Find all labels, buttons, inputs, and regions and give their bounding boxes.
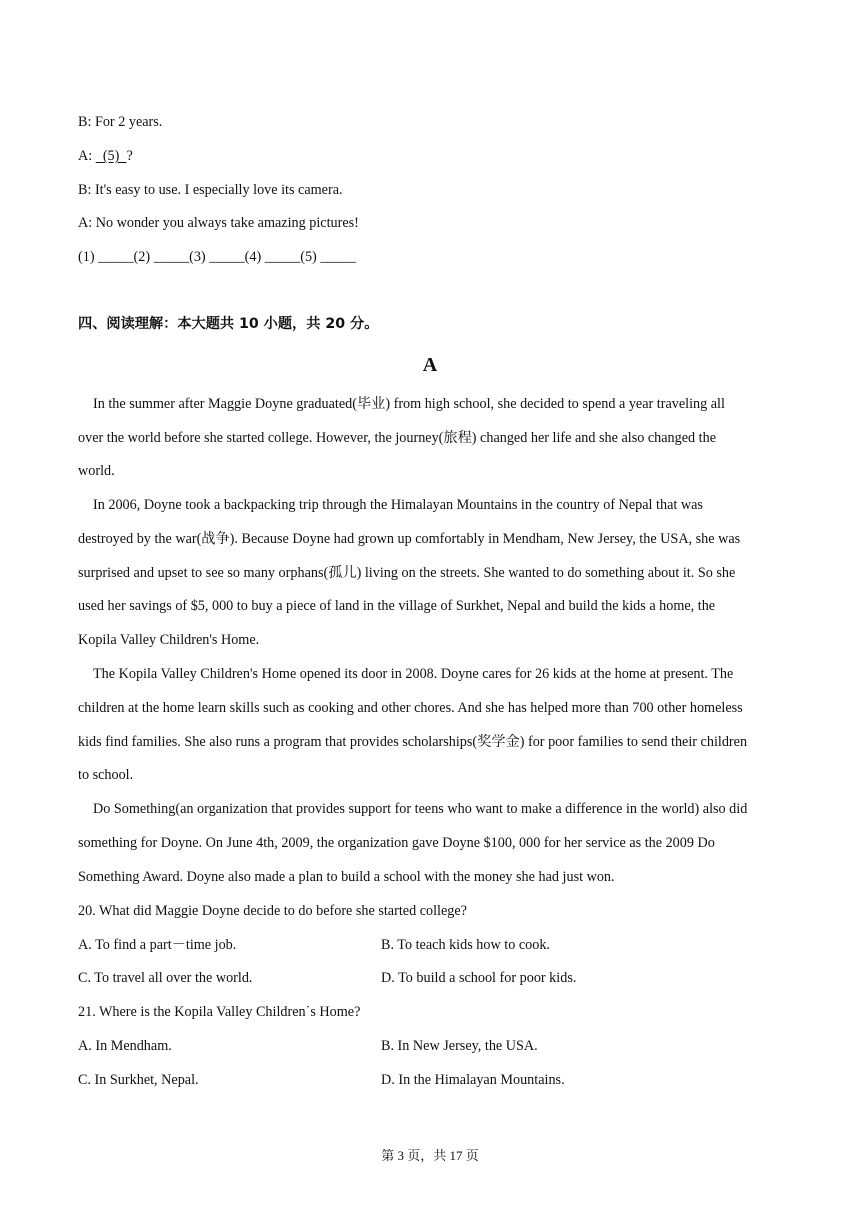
option-a[interactable]: A. In Mendham. xyxy=(78,1038,172,1054)
page-number-footer: 第 3 页，共 17 页 xyxy=(381,1148,479,1163)
question-stem: 21. Where is the Kopila Valley Children˙s Home? xyxy=(78,1004,361,1020)
dialogue-line: B: It's easy to use. I especially love its camera. xyxy=(78,182,343,198)
dialogue-line-blank xyxy=(78,146,133,166)
answer-blanks-line: (1) _____(2) _____(3) _____(4) _____(5) _____ xyxy=(78,249,356,265)
passage-line: surprised and upset to see so many orphans(孤儿) living on the streets. She wanted to do something about it. So she xyxy=(78,565,736,581)
question-mark: ? xyxy=(126,148,133,164)
passage-line: something for Doyne. On June 4th, 2009, the organization gave Doyne $100, 000 for her service as the 2009 Do xyxy=(78,835,715,851)
blank-5: (5) xyxy=(95,148,127,164)
passage-line: destroyed by the war(战争). Because Doyne had grown up comfortably in Mendham, New Jersey, the USA, she was xyxy=(78,531,741,547)
dialogue-line: B: For 2 years. xyxy=(78,114,163,130)
section-heading: 四、阅读理解：本大题共 10 小题，共 20 分。 xyxy=(78,316,379,332)
option-a[interactable]: A. To find a part－time job. xyxy=(78,937,237,953)
option-c[interactable]: C. To travel all over the world. xyxy=(78,970,253,986)
passage-line: Do Something(an organization that provides support for teens who want to make a difference in the world) also did xyxy=(93,801,748,817)
option-c[interactable]: C. In Surkhet, Nepal. xyxy=(78,1072,199,1088)
passage-line: Kopila Valley Children's Home. xyxy=(78,632,260,648)
speaker-label: A: xyxy=(78,148,96,164)
option-b[interactable]: B. To teach kids how to cook. xyxy=(381,937,550,953)
option-b[interactable]: B. In New Jersey, the USA. xyxy=(381,1038,538,1054)
passage-line: used her savings of $5, 000 to buy a piece of land in the village of Surkhet, Nepal and build the kids a home, the xyxy=(78,598,716,614)
passage-line: children at the home learn skills such as cooking and other chores. And she has helped more than 700 other homeless xyxy=(78,700,743,716)
passage-line: world. xyxy=(78,463,115,479)
passage-line: kids find families. She also runs a program that provides scholarships(奖学金) for poor families to send their children xyxy=(78,734,748,750)
passage-line: In the summer after Maggie Doyne graduated(毕业) from high school, she decided to spend a year traveling all xyxy=(93,396,725,412)
option-d[interactable]: D. In the Himalayan Mountains. xyxy=(381,1072,565,1088)
option-d[interactable]: D. To build a school for poor kids. xyxy=(381,970,577,986)
passage-line: over the world before she started college. However, the journey(旅程) changed her life and she also changed the xyxy=(78,430,717,446)
passage-title: A xyxy=(422,354,438,376)
passage-line: The Kopila Valley Children's Home opened its door in 2008. Doyne cares for 26 kids at the home at present. The xyxy=(93,666,734,682)
passage-line: Something Award. Doyne also made a plan to build a school with the money she had just won. xyxy=(78,869,615,885)
passage-line: to school. xyxy=(78,767,134,783)
dialogue-line: A: No wonder you always take amazing pictures! xyxy=(78,215,359,231)
passage-line: In 2006, Doyne took a backpacking trip through the Himalayan Mountains in the country of Nepal that was xyxy=(93,497,703,513)
question-stem: 20. What did Maggie Doyne decide to do before she started college? xyxy=(78,903,467,919)
